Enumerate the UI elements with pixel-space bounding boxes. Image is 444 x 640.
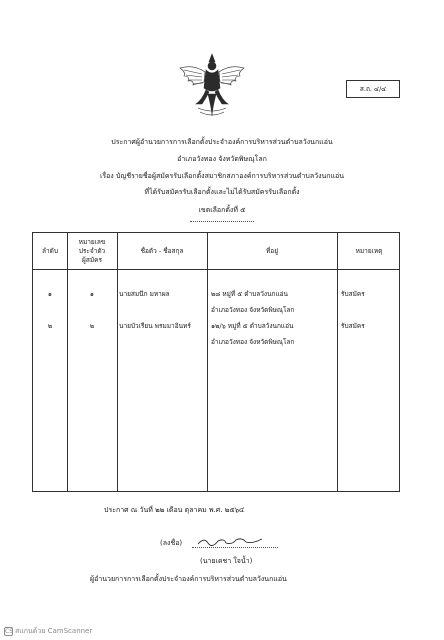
row1-address-line2: อำเภอวังทอง จังหวัดพิษณุโลก [211, 306, 295, 314]
announce-date: ประกาศ ณ วันที่ ๒๒ เดือน ตุลาคม พ.ศ. ๒๕๖๔ [104, 506, 245, 514]
watermark-text: สแกนด้วย CamScanner [15, 627, 93, 635]
header-subject-cont: ที่ได้รับสมัครรับเลือกตั้งและไม่ได้รับสมัครรับเลือกตั้ง [144, 188, 300, 196]
signer-name: (นายเดชา ใจน้ำ) [200, 557, 253, 565]
row1-number: ๑ [89, 290, 95, 298]
column-divider [67, 233, 68, 491]
header-row-divider [33, 269, 399, 270]
column-header-number: หมายเลข ประจำตัว ผู้สมัคร [78, 237, 106, 264]
row1-address-line1: ๒๘ หมู่ที่ ๕ ตำบลวังนกแอ่น [211, 290, 288, 298]
header-constituency: เขตเลือกตั้งที่ ๕ [198, 206, 246, 214]
row2-number: ๒ [89, 322, 95, 330]
signature-line [192, 547, 278, 548]
header-title: ประกาศผู้อำนวยการการเลือกตั้งประจำองค์การบริหารส่วนตำบลวังนกแอ่น [111, 138, 333, 146]
column-header-order: ลำดับ [42, 246, 58, 255]
candidate-table [32, 232, 400, 492]
column-header-address: ที่อยู่ [266, 246, 278, 255]
row2-address-line1: ๑๒/๖ หมู่ที่ ๕ ตำบลวังนกแอ่น [211, 322, 294, 330]
column-divider [207, 233, 208, 491]
row2-address-line2: อำเภอวังทอง จังหวัดพิษณุโลก [211, 338, 295, 346]
form-code-box: ส.ถ. ๔/๔ [346, 80, 400, 98]
header-subject: เรื่อง บัญชีรายชื่อผู้สมัครรับเลือกตั้งสมาชิกสภาองค์การบริหารส่วนตำบลวังนกแอ่น [99, 172, 345, 180]
header-divider [190, 221, 254, 222]
camscanner-logo-icon: CS [5, 627, 13, 635]
header-district: อำเภอวังทอง จังหวัดพิษณุโลก [177, 155, 267, 163]
signer-title: ผู้อำนวยการการเลือกตั้งประจำองค์การบริหารส่วนตำบลวังนกแอ่น [90, 575, 287, 583]
column-header-remark: หมายเหตุ [355, 246, 383, 255]
row2-remark: รับสมัคร [341, 322, 365, 330]
column-header-name: ชื่อตัว - ชื่อสกุล [140, 246, 184, 255]
sign-label: (ลงชื่อ) [160, 539, 183, 547]
row1-name: นายสมนึก มหาผล [119, 290, 170, 298]
row2-name: นายบัวเรียน พรมมาอินทร์ [119, 322, 191, 330]
row2-order: ๒ [47, 322, 53, 330]
row1-remark: รับสมัคร [341, 290, 365, 298]
garuda-emblem-icon [176, 52, 248, 120]
column-divider [117, 233, 118, 491]
row1-order: ๑ [47, 290, 53, 298]
handwritten-signature [196, 535, 266, 547]
column-divider [337, 233, 338, 491]
camscanner-watermark [4, 626, 92, 636]
